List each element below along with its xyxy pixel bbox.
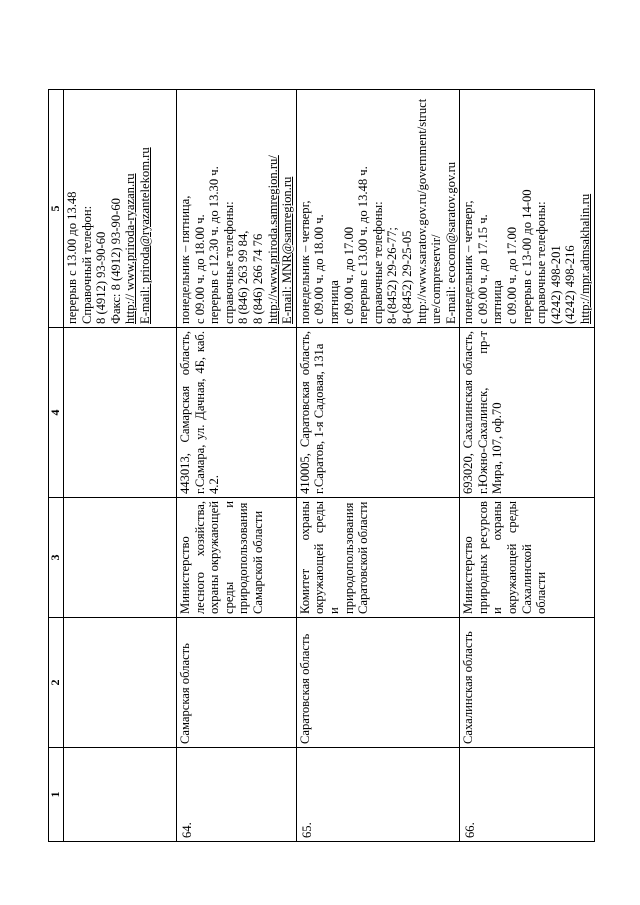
address: 410005, Саратовская область, г.Саратов, 1-я Садовая, 131а xyxy=(296,328,460,498)
col-header-1: 1 xyxy=(49,748,64,842)
contacts-text: понедельник – четверг, с 09.00 ч. до 18.00 ч. пятница с 09.00 ч. до 17.00 перерыв с 13.00 ч. до 13.48 ч. справочные телефоны: 8-(8452) 29-26-77; 8-(8452) 29-25-05 http://www.saratov.gov.ru/government/structure/compreservir/ E-mail: ecocom@saratov.gov.ru xyxy=(297,98,458,324)
rotated-table-block xyxy=(48,90,593,842)
address: 443013, Самарская область, г.Самара, ул. Дачная, 4Б, каб. 4.2. xyxy=(177,328,297,498)
region-name: Самарская область xyxy=(177,618,297,748)
agency-name: Комитет охраны окружающей среды и природопользования Саратовской области xyxy=(296,498,460,618)
row-number: 66. xyxy=(460,748,594,842)
contacts-text: понедельник – пятница, с 09.00 ч. до 18.00 ч. перерыв с 12.30 ч. до 13.30 ч. справочные телефоны: 8 (846) 263 99 84, 8 (846) 266 74 76 xyxy=(178,166,265,324)
row-number: 64. xyxy=(177,748,297,842)
agency-name: Министерство лесного хозяйства, охраны окружающей среды и природопользования Самарской области xyxy=(177,498,297,618)
cell-empty xyxy=(64,748,177,842)
cell-contacts xyxy=(296,90,460,328)
email-link[interactable]: E-mail: MNR@samregion.ru xyxy=(280,176,295,324)
header-row xyxy=(49,90,64,842)
contacts-table xyxy=(48,89,595,842)
region-name: Сахалинская область xyxy=(460,618,594,748)
contacts-text: перерыв с 13.00 до 13.48 Справочный телефон: 8 (4912) 93-90-60 Факс: 8 (4912) 93-90-60 xyxy=(65,191,123,324)
website-link[interactable]: http://mpr.admsakhalin.ru xyxy=(578,193,593,324)
cell-empty xyxy=(64,498,177,618)
email-link[interactable]: E-mail: priroda@ryazantelekom.ru xyxy=(137,147,152,324)
cell-contacts xyxy=(460,90,594,328)
cell-contacts xyxy=(64,90,177,328)
table-row xyxy=(296,90,460,842)
col-header-4: 4 xyxy=(49,328,64,498)
table-row-continued xyxy=(64,90,177,842)
address: 693020, Сахалинская область, г.Южно-Сахалинск, пр-т Мира, 107, оф.70 xyxy=(460,328,594,498)
col-header-5: 5 xyxy=(49,90,64,328)
cell-contacts xyxy=(177,90,297,328)
region-name: Саратовская область xyxy=(296,618,460,748)
cell-empty xyxy=(64,618,177,748)
table-row xyxy=(460,90,594,842)
cell-empty xyxy=(64,328,177,498)
website-link[interactable]: http://www.priroda.samregion.ru/ xyxy=(265,155,280,324)
contacts-text: понедельник – четверг, с 09.00 ч. до 17.15 ч. пятница с 09.00 ч. до 17.00 перерыв с 13-00 до 14-00 справочные телефоны: (4242) 498-201 (4242) 498-216 xyxy=(461,189,578,324)
col-header-2: 2 xyxy=(49,618,64,748)
agency-name: Министерство природных ресурсов и охраны окружающей среды Сахалинской области xyxy=(460,498,594,618)
table-row xyxy=(177,90,297,842)
website-link[interactable]: http:// www.priroda-ryazan.ru xyxy=(123,173,138,324)
row-number: 65. xyxy=(296,748,460,842)
col-header-3: 3 xyxy=(49,498,64,618)
